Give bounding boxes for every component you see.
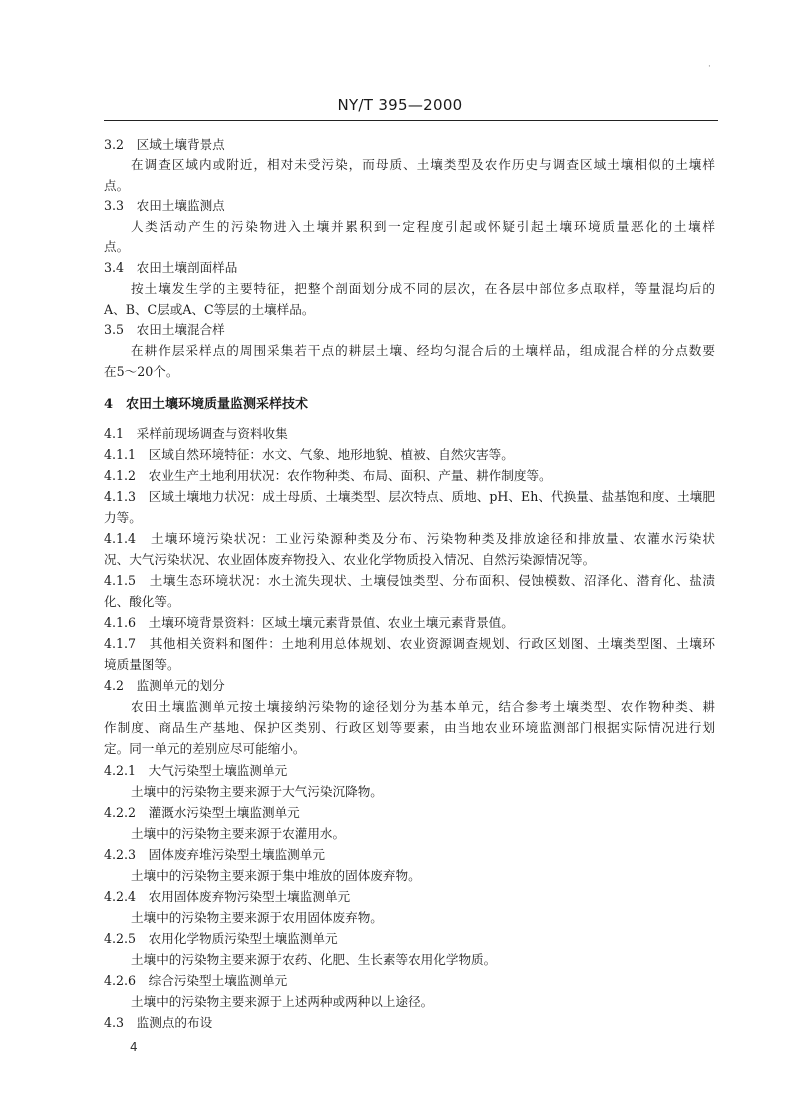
section-heading: 3.4 农田土壤剖面样品 bbox=[104, 260, 238, 275]
paragraph-line: 土壤中的污染物主要来源于农药、化肥、生长素等农用化学物质。 bbox=[131, 952, 497, 967]
paragraph-line: 土壤中的污染物主要来源于农灌用水。 bbox=[131, 826, 346, 841]
section-heading: 3.3 农田土壤监测点 bbox=[104, 198, 225, 213]
section-heading: 3.2 区域土壤背景点 bbox=[104, 137, 225, 152]
page-number: 4 bbox=[130, 1040, 138, 1054]
paragraph-line: 作制度、商品生产基地、保护区类别、行政区划等要素，由当地农业环境监测部门根据实际情况进行划 bbox=[104, 720, 715, 735]
clause-line: 4.1.7 其他相关资料和图件：土地利用总体规划、农业资源调查规划、行政区划图、土壤类型图、土壤环 bbox=[104, 636, 715, 651]
section-heading: 4.3 监测点的布设 bbox=[104, 1015, 213, 1030]
paragraph-line: 况、大气污染状况、农业固体废弃物投入、农业化学物质投入情况、自然污染源情况等。 bbox=[104, 552, 596, 567]
paragraph-line: 土壤中的污染物主要来源于大气污染沉降物。 bbox=[131, 784, 383, 799]
paragraph-line: 在5～20个。 bbox=[104, 364, 179, 379]
paragraph-line: 在调查区域内或附近，相对未受污染，而母质、土壤类型及农作历史与调查区域土壤相似的土壤样 bbox=[131, 157, 715, 172]
section-heading: 4.2 监测单元的划分 bbox=[104, 678, 225, 693]
clause-line: 4.1.3 区域土壤地力状况：成土母质、土壤类型、层次特点、质地、pH、Eh、代换量、盐基饱和度、土壤肥 bbox=[104, 489, 715, 504]
subsection-heading: 4.2.2 灌溉水污染型土壤监测单元 bbox=[104, 805, 300, 820]
clause-line: 4.1.5 土壤生态环境状况：水土流失现状、土壤侵蚀类型、分布面积、侵蚀模数、沼泽化、潜育化、盐渍 bbox=[104, 573, 715, 588]
paragraph-line: 力等。 bbox=[104, 510, 142, 525]
corner-mark: · bbox=[708, 62, 711, 72]
paragraph-line: 点。 bbox=[104, 239, 130, 254]
paragraph-line: 农田土壤监测单元按土壤接纳污染物的途径划分为基本单元，结合参考土壤类型、农作物种类、耕 bbox=[131, 699, 715, 714]
section-heading: 3.5 农田土壤混合样 bbox=[104, 322, 225, 337]
paragraph-line: 点。 bbox=[104, 178, 130, 193]
header-rule bbox=[104, 120, 718, 121]
paragraph-line: 土壤中的污染物主要来源于集中堆放的固体废弃物。 bbox=[131, 868, 421, 883]
paragraph-line: 土壤中的污染物主要来源于农用固体废弃物。 bbox=[131, 910, 383, 925]
paragraph-line: 土壤中的污染物主要来源于上述两种或两种以上途径。 bbox=[131, 994, 434, 1009]
subsection-heading: 4.2.3 固体废弃堆污染型土壤监测单元 bbox=[104, 847, 325, 862]
clause-line: 4.1.4 土壤环境污染状况：工业污染源种类及分布、污染物种类及排放途径和排放量、农灌水污染状 bbox=[104, 531, 715, 546]
subsection-heading: 4.2.1 大气污染型土壤监测单元 bbox=[104, 763, 288, 778]
paragraph-line: 化、酸化等。 bbox=[104, 594, 180, 609]
subsection-heading: 4.2.6 综合污染型土壤监测单元 bbox=[104, 973, 288, 988]
subsection-heading: 4.2.5 农用化学物质污染型土壤监测单元 bbox=[104, 931, 338, 946]
clause-line: 4.1.1 区域自然环境特征：水文、气象、地形地貌、植被、自然灾害等。 bbox=[104, 447, 514, 462]
clause-line: 4.1.2 农业生产土地利用状况：农作物种类、布局、面积、产量、耕作制度等。 bbox=[104, 468, 552, 483]
subsection-heading: 4.2.4 农用固体废弃物污染型土壤监测单元 bbox=[104, 889, 351, 904]
page-header-standard-code: NY/T 395—2000 bbox=[337, 96, 463, 114]
section-heading: 4.1 采样前现场调查与资料收集 bbox=[104, 426, 288, 441]
paragraph-line: 境质量图等。 bbox=[104, 657, 180, 672]
paragraph-line: 在耕作层采样点的周围采集若干点的耕层土壤、经均匀混合后的土壤样品，组成混合样的分点数要 bbox=[131, 343, 715, 358]
chapter-heading: 4 农田土壤环境质量监测采样技术 bbox=[104, 397, 309, 412]
paragraph-line: 人类活动产生的污染物进入土壤并累积到一定程度引起或怀疑引起土壤环境质量恶化的土壤样 bbox=[131, 219, 715, 234]
paragraph-line: A、B、C层或A、C等层的土壤样品。 bbox=[104, 302, 315, 317]
paragraph-line: 定。同一单元的差别应尽可能缩小。 bbox=[104, 741, 306, 756]
clause-line: 4.1.6 土壤环境背景资料：区域土壤元素背景值、农业土壤元素背景值。 bbox=[104, 615, 514, 630]
paragraph-line: 按土壤发生学的主要特征，把整个剖面划分成不同的层次，在各层中部位多点取样，等量混均后的 bbox=[131, 281, 715, 296]
